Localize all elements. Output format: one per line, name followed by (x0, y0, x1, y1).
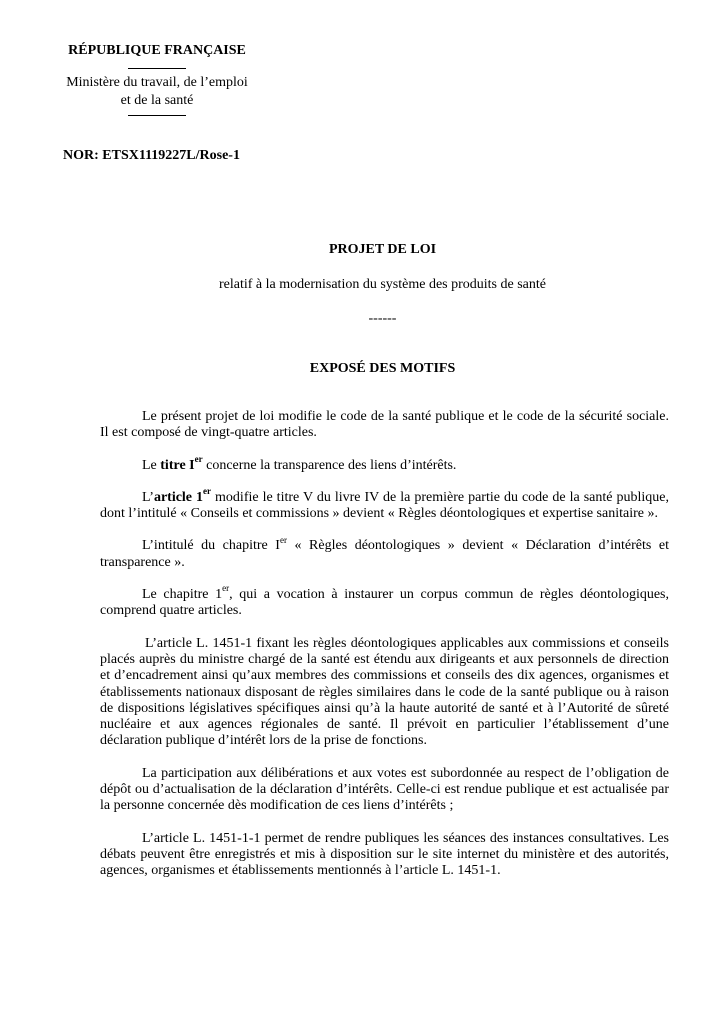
p2-text-before: Le (142, 457, 161, 473)
p3-text-before: L’ (142, 489, 154, 505)
p5-text-after: , qui a vocation à instaurer un corpus commun de règles déontologiques, comprend quatre articles. (100, 587, 669, 619)
document-body (100, 409, 669, 896)
ministry-line-2: et de la santé (120, 93, 194, 108)
paragraph-5 (100, 583, 669, 620)
title-separator: ------ (368, 311, 397, 326)
p5-text-before: Le chapitre 1 (142, 587, 223, 603)
section-heading: EXPOSÉ DES MOTIFS (309, 361, 456, 376)
letterhead (54, 42, 260, 116)
paragraph-6: L’article L. 1451-1 fixant les règles déontologiques applicables aux commissions et conseils placés auprès du ministre chargé de la santé est étendu aux dirigeants et aux personnels de direction et d’encadrement ainsi qu’aux membres des commissions et conseils des dix agences, organismes et établissements nationaux disposant de règles similaires dans le code de la santé publique ou à raison de dispositions législatives spécifiques ainsi qu’à la haute autorité de santé et à l’Autorité de sûreté nucléaire et aux agences régionales de santé. Il prévoit en particulier l’établissement d’une déclaration publique d’intérêt lors de la prise de fonctions. (100, 635, 669, 749)
paragraph-8: L’article L. 1451-1-1 permet de rendre publiques les séances des instances consultatives. Les débats peuvent être enregistrés et mis à disposition sur le site internet du ministère et des autorités, agences, organismes et établissements mentionnés à l’article L. 1451-1. (100, 830, 669, 879)
p3-text-after: modifie le titre V du livre IV de la première partie du code de la santé publique, dont l’intitulé « Conseils et commissions » devient « Règles déontologiques et expertise sanitaire ». (100, 489, 669, 522)
p2-text-after: concerne la transparence des liens d’intérêts. (202, 457, 457, 473)
paragraph-3 (100, 486, 669, 523)
p2-superscript: er (194, 453, 203, 464)
p4-text-before: L’intitulé du chapitre I (142, 538, 280, 554)
p4-superscript: er (279, 534, 287, 545)
header-divider-2 (128, 115, 186, 116)
document-subtitle: relatif à la modernisation du système des produits de santé (219, 277, 546, 292)
paragraph-1: Le présent projet de loi modifie le code de la santé publique et le code de la sécurité sociale. Il est composé de vingt-quatre articles. (100, 409, 669, 441)
document-title: PROJET DE LOI (328, 242, 437, 257)
nor-reference: NOR: ETSX1119227L/Rose-1 (63, 148, 240, 163)
paragraph-4 (100, 534, 669, 571)
ministry-line-1: Ministère du travail, de l’emploi (66, 75, 248, 90)
p5-superscript: er (222, 583, 230, 594)
p4-text-after: « Règles déontologiques » devient « Déclaration d’intérêts et transparence ». (100, 538, 669, 570)
country-name: RÉPUBLIQUE FRANÇAISE (68, 43, 246, 58)
p2-bold: titre I (160, 457, 195, 473)
p3-bold: article 1 (153, 489, 204, 505)
paragraph-7: La participation aux délibérations et aux votes est subordonnée au respect de l’obligation de dépôt ou d’actualisation de la déclaration d’intérêts. Celle-ci est rendue publique et est actualisée par la personne concernée dès modification de ces liens d’intérêts ; (100, 765, 669, 814)
header-divider (128, 68, 186, 69)
p3-superscript: er (203, 486, 212, 497)
paragraph-2 (100, 453, 669, 474)
